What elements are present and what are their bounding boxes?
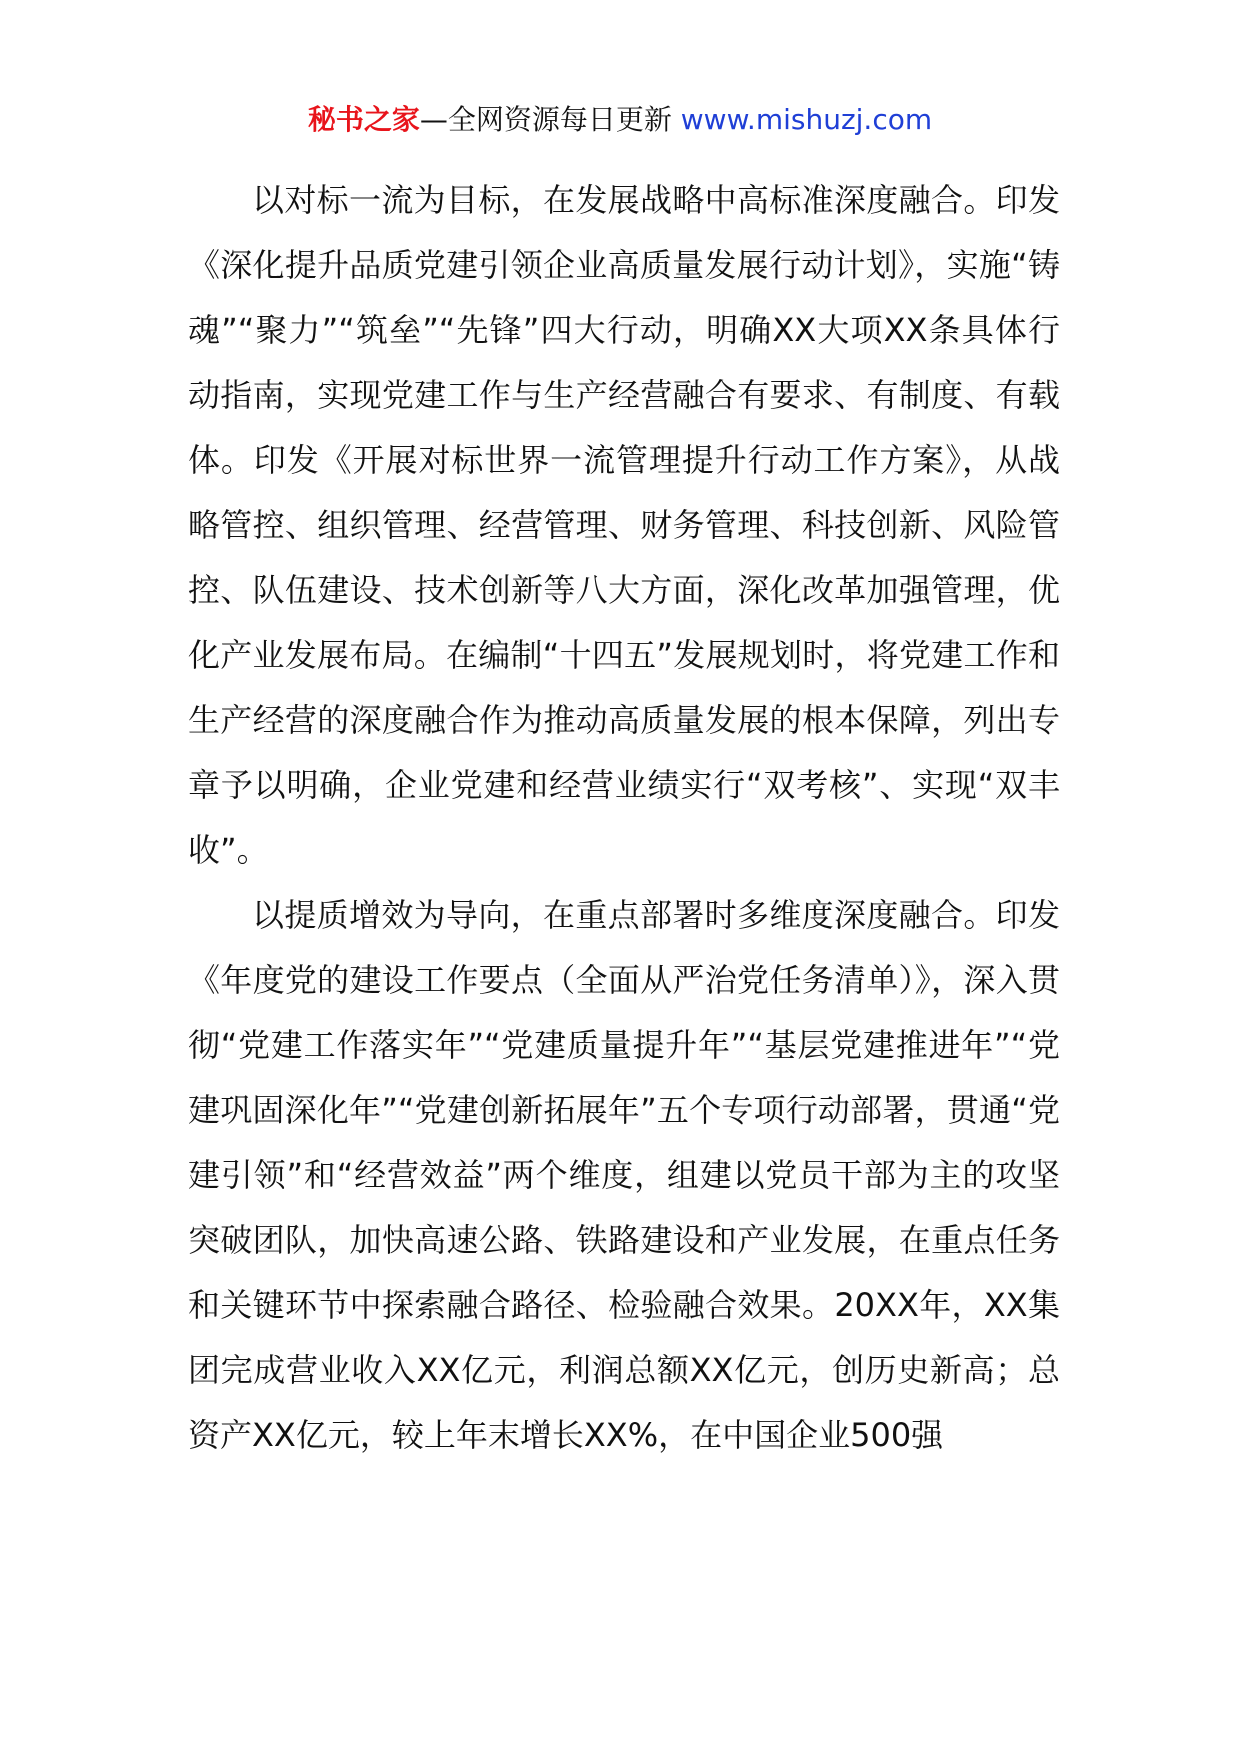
paragraph-1: 以对标一流为目标，在发展战略中高标准深度融合。印发《深化提升品质党建引领企业高质量发展行动计划》，实施“铸魂”“聚力”“筑垒”“先锋”四大行动，明确XX大项XX条具体行动指南，实现党建工作与生产经营融合有要求、有制度、有载体。印发《开展对标世界一流管理提升行动工作方案》，从战略管控、组织管理、经营管理、财务管理、科技创新、风险管控、队伍建设、技术创新等八大方面，深化改革加强管理，优化产业发展布局。在编制“十四五”发展规划时，将党建工作和生产经营的深度融合作为推动高质量发展的根本保障，列出专章予以明确，企业党建和经营业绩实行“双考核”、实现“双丰收”。	[188, 181, 1060, 869]
header-slogan: —全网资源每日更新	[419, 103, 681, 136]
page-header	[0, 100, 1240, 140]
paragraph-2: 以提质增效为导向，在重点部署时多维度深度融合。印发《年度党的建设工作要点（全面从严治党任务清单）》，深入贯彻“党建工作落实年”“党建质量提升年”“基层党建推进年”“党建巩固深化年”“党建创新拓展年”五个专项行动部署，贯通“党建引领”和“经营效益”两个维度，组建以党员干部为主的攻坚突破团队，加快高速公路、铁路建设和产业发展，在重点任务和关键环节中探索融合路径、检验融合效果。20XX年，XX集团完成营业收入XX亿元，利润总额XX亿元，创历史新高；总资产XX亿元，较上年末增长XX%，在中国企业500强	[188, 896, 1060, 1454]
document-body	[188, 168, 1060, 1468]
site-url-link[interactable]: www.mishuzj.com	[680, 103, 933, 136]
brand-name: 秘书之家	[307, 103, 420, 136]
